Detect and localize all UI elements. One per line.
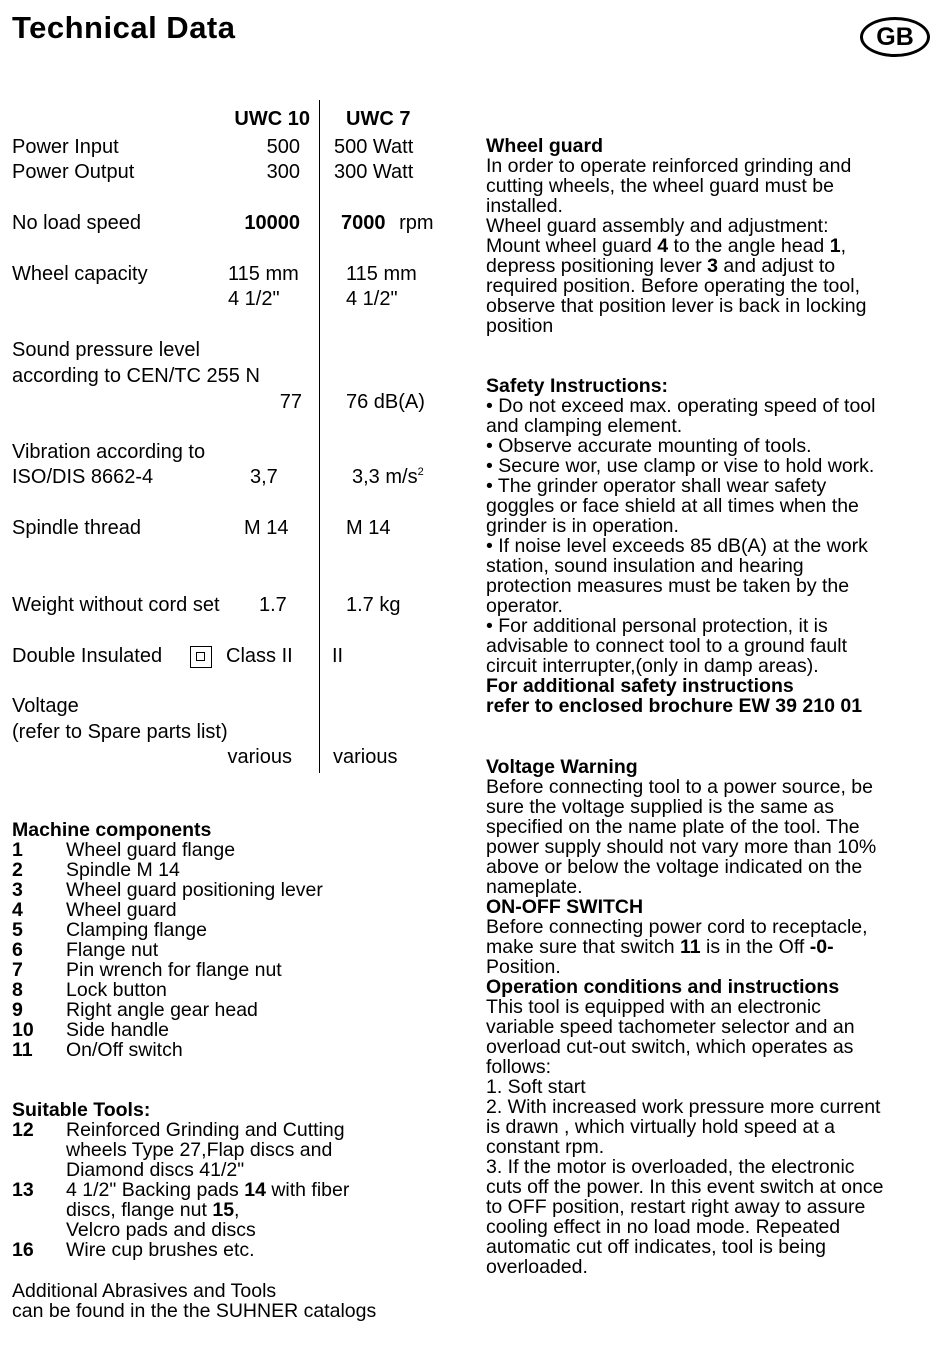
page-title: Technical Data: [12, 10, 236, 45]
list-item: 11 On/Off switch: [12, 1039, 183, 1061]
wheel-capacity-uwc7-mm: 115 mm: [346, 263, 417, 285]
vibration-uwc7: [352, 464, 424, 490]
safety-heading: Safety Instructions:: [486, 375, 669, 397]
sound-label-1: Sound pressure level: [12, 339, 200, 361]
voltage-label-1: Voltage: [12, 695, 79, 717]
list-item: 7 Pin wrench for flange nut: [12, 959, 282, 981]
power-output-label: Power Output: [12, 161, 135, 183]
double-insulation-icon: [190, 646, 212, 668]
sound-uwc10: 77: [279, 391, 302, 413]
voltage-uwc7: various: [333, 746, 398, 768]
wheel-capacity-uwc7-in: 4 1/2": [346, 288, 398, 310]
list-item: 1 Wheel guard flange: [12, 839, 236, 861]
no-load-speed-uwc7: [341, 210, 434, 236]
operation-heading: Operation conditions and instructions: [486, 976, 840, 998]
no-load-speed-uwc10: 10000: [244, 212, 300, 234]
voltage-warning-section: Voltage Warning Before connecting tool to a power source, be sure the voltage supplied is the same as specified on the name plate of the tool. The power supply should not vary more than 10% above or below the voltage indicated on the nameplate. ON-OFF SWITCH Before connecting power cord to receptacle, make sure that switch 11 is in the Off -0- Position. Operation conditions and instructions This tool is equipped with an electronic variable speed tachometer selector and an overload cut-out switch, which operates as follows: 1. Soft start 2. With increased work pressure more current is drawn , which virtually hold speed at a constant rpm. 3. If the motor is overloaded, the electronic cuts off the power. In this event switch at once to OFF position, restart right away to assure cooling effect in no load mode. Repeated automatic cut off indicates, tool is being overloaded.: [486, 757, 936, 1277]
machine-components-section: [12, 820, 432, 1060]
list-item: 13 4 1/2" Backing pads 14 with fiber discs, flange nut 15, Velcro pads and discs: [12, 1179, 350, 1241]
column-divider: [319, 100, 320, 773]
wheel-capacity-label: Wheel capacity: [12, 263, 148, 285]
list-item: 6 Flange nut: [12, 939, 159, 961]
additional-abrasives-note: Additional Abrasives and Tools can be found in the the SUHNER catalogs: [12, 1280, 377, 1322]
no-load-speed-uwc7-value: 7000: [341, 212, 386, 234]
vibration-uwc10: 3,7: [250, 466, 278, 488]
weight-uwc10: 1.7: [259, 594, 287, 616]
language-badge: GB: [860, 17, 930, 57]
power-input-label: Power Input: [12, 136, 119, 158]
weight-label: Weight without cord set: [12, 594, 220, 616]
vibration-uwc7-value: 3,3 m/s: [352, 466, 418, 488]
weight-uwc7: 1.7 kg: [346, 594, 401, 616]
voltage-uwc10: various: [227, 746, 292, 768]
list-item: 12 Reinforced Grinding and Cutting wheels Type 27,Flap discs and Diamond discs 41/2": [12, 1119, 345, 1181]
onoff-heading: ON-OFF SWITCH: [486, 896, 644, 918]
list-item: 8 Lock button: [12, 979, 167, 1001]
list-item: 16 Wire cup brushes etc.: [12, 1239, 255, 1261]
suitable-tools-heading: Suitable Tools:: [12, 1099, 151, 1121]
list-item: 4 Wheel guard: [12, 899, 177, 921]
power-input-uwc10: 500: [266, 136, 300, 158]
insulation-uwc10: Class II: [226, 645, 293, 667]
vibration-unit-superscript: 2: [417, 466, 424, 478]
no-load-speed-unit: rpm: [399, 212, 434, 234]
vibration-label-1: Vibration according to: [12, 441, 206, 463]
power-input-uwc7: 500 Watt: [334, 136, 414, 158]
list-item: 3 Wheel guard positioning lever: [12, 879, 323, 901]
spindle-thread-label: Spindle thread: [12, 517, 141, 539]
list-item: 5 Clamping flange: [12, 919, 207, 941]
power-output-uwc7: 300 Watt: [334, 161, 414, 183]
list-item: 10 Side handle: [12, 1019, 170, 1041]
wheel-guard-heading: Wheel guard: [486, 135, 604, 157]
no-load-speed-label: No load speed: [12, 212, 141, 234]
wheel-capacity-uwc10-mm: 115 mm: [228, 263, 299, 285]
wheel-guard-section: Wheel guard In order to operate reinforced grinding and cutting wheels, the wheel guard must be installed. Wheel guard assembly and adjustment: Mount wheel guard 4 to the angle head 1, depress positioning lever 3 and adjust to required position. Before operating the tool, observe that position lever is back in locking position: [486, 136, 936, 336]
wheel-capacity-uwc10-in: 4 1/2": [228, 288, 280, 310]
insulation-label: Double Insulated: [12, 645, 163, 667]
column-header-uwc7: UWC 7: [346, 108, 411, 130]
voltage-label-2: (refer to Spare parts list): [12, 721, 228, 743]
power-output-uwc10: 300: [266, 161, 300, 183]
spindle-thread-uwc7: M 14: [346, 517, 391, 539]
suitable-tools-section: [12, 1100, 432, 1260]
safety-instructions-section: Safety Instructions: • Do not exceed max. operating speed of tool and clamping element. • Observe accurate mounting of tools. • Secure wor, use clamp or vise to hold work. • The grinder operator shall wear safety goggles or face shield at all times when the grinder is in operation. • If noise level exceeds 85 dB(A) at the work station, sound insulation and hearing protection measures must be taken by the operator. • For additional personal protection, it is advisable to connect tool to a ground fault circuit interrupter,(only in damp areas). For additional safety instructions refer to enclosed brochure EW 39 210 01: [486, 376, 936, 716]
machine-components-heading: Machine components: [12, 819, 212, 841]
sound-uwc7: 76 dB(A): [346, 391, 425, 413]
list-item: 2 Spindle M 14: [12, 859, 180, 881]
voltage-warning-heading: Voltage Warning: [486, 756, 638, 778]
column-header-uwc10: UWC 10: [234, 108, 310, 130]
list-item: 9 Right angle gear head: [12, 999, 258, 1021]
insulation-uwc7: II: [332, 645, 344, 667]
sound-label-2: according to CEN/TC 255 N: [12, 365, 260, 387]
spindle-thread-uwc10: M 14: [244, 517, 289, 539]
vibration-label-2: ISO/DIS 8662-4: [12, 466, 154, 488]
